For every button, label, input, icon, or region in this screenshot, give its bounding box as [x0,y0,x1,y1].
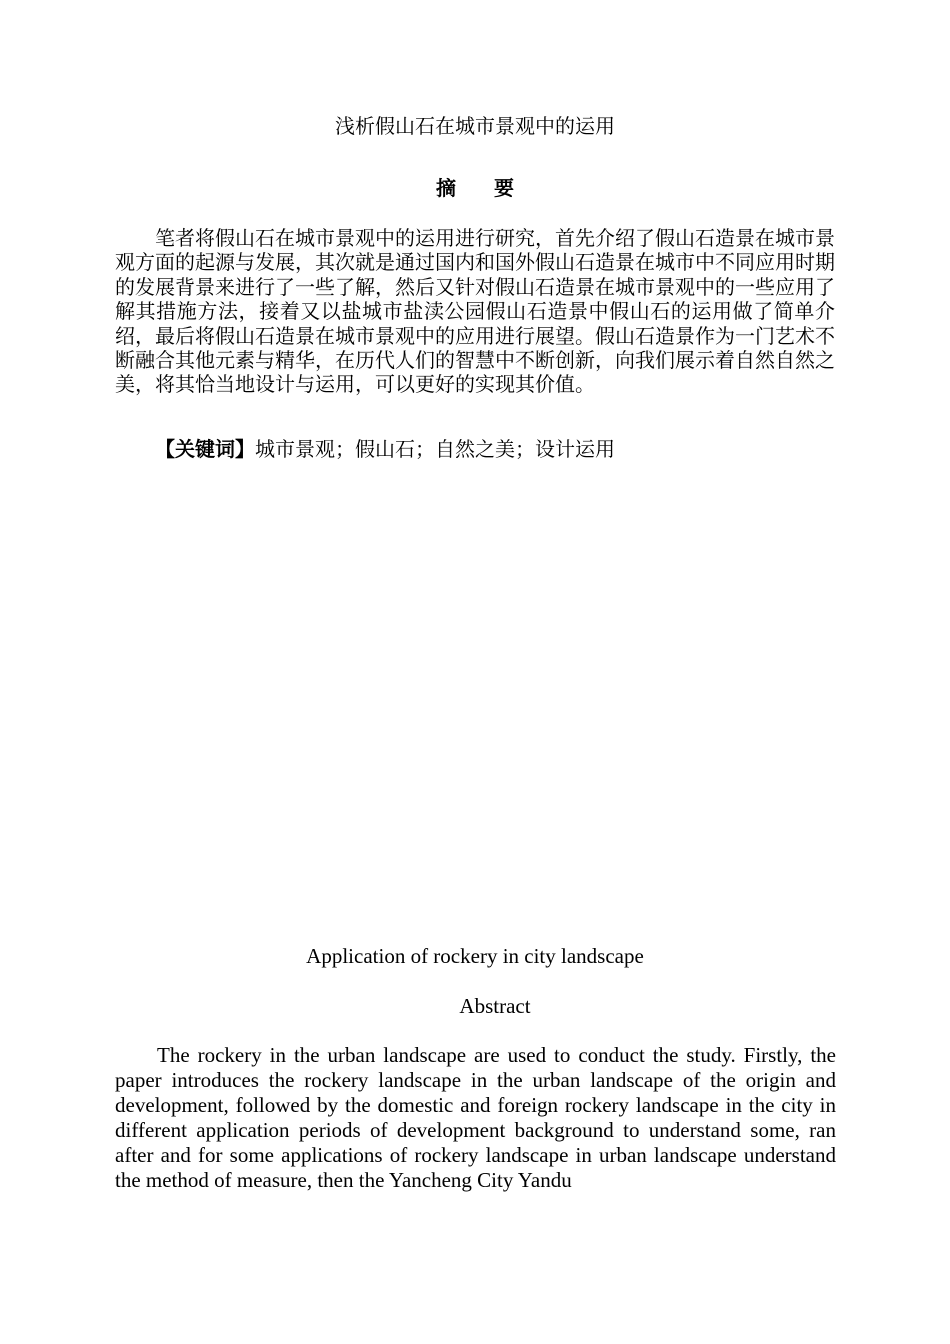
keywords-text: 城市景观；假山石；自然之美；设计运用 [255,437,615,461]
english-abstract-heading: Abstract [459,994,531,1018]
english-title: Application of rockery in city landscape [306,944,644,968]
chinese-abstract-heading: 摘要 [436,176,552,200]
chinese-abstract-body: 笔者将假山石在城市景观中的运用进行研究，首先介绍了假山石造景在城市景观方面的起源与发展，其次就是通过国内和国外假山石造景在城市中不同应用时期的发展背景来进行了一些了解，然后又针对假山石造景在城市景观中的一些应用了解其措施方法，接着又以盐城市盐渎公园假山石造景中假山石的运用做了简单介绍，最后将假山石造景在城市景观中的应用进行展望。假山石造景作为一门艺术不断融合其他元素与精华，在历代人们的智慧中不断创新，向我们展示着自然自然之美，将其恰当地设计与运用，可以更好的实现其价值。 [115,226,835,397]
chinese-title: 浅析假山石在城市景观中的运用 [335,114,615,138]
english-abstract-body: The rockery in the urban landscape are used to conduct the study. Firstly, the paper introduces the rockery landscape in the urban landscape of the origin and development, followed by the domestic and foreign rockery landscape in the city in different application periods of development background to understand some, ran after and for some applications of rockery landscape in urban landscape understand the method of measure, then the Yancheng City Yandu [115,1043,836,1192]
chinese-keywords [155,437,835,461]
keywords-label: 【关键词】 [155,437,255,461]
